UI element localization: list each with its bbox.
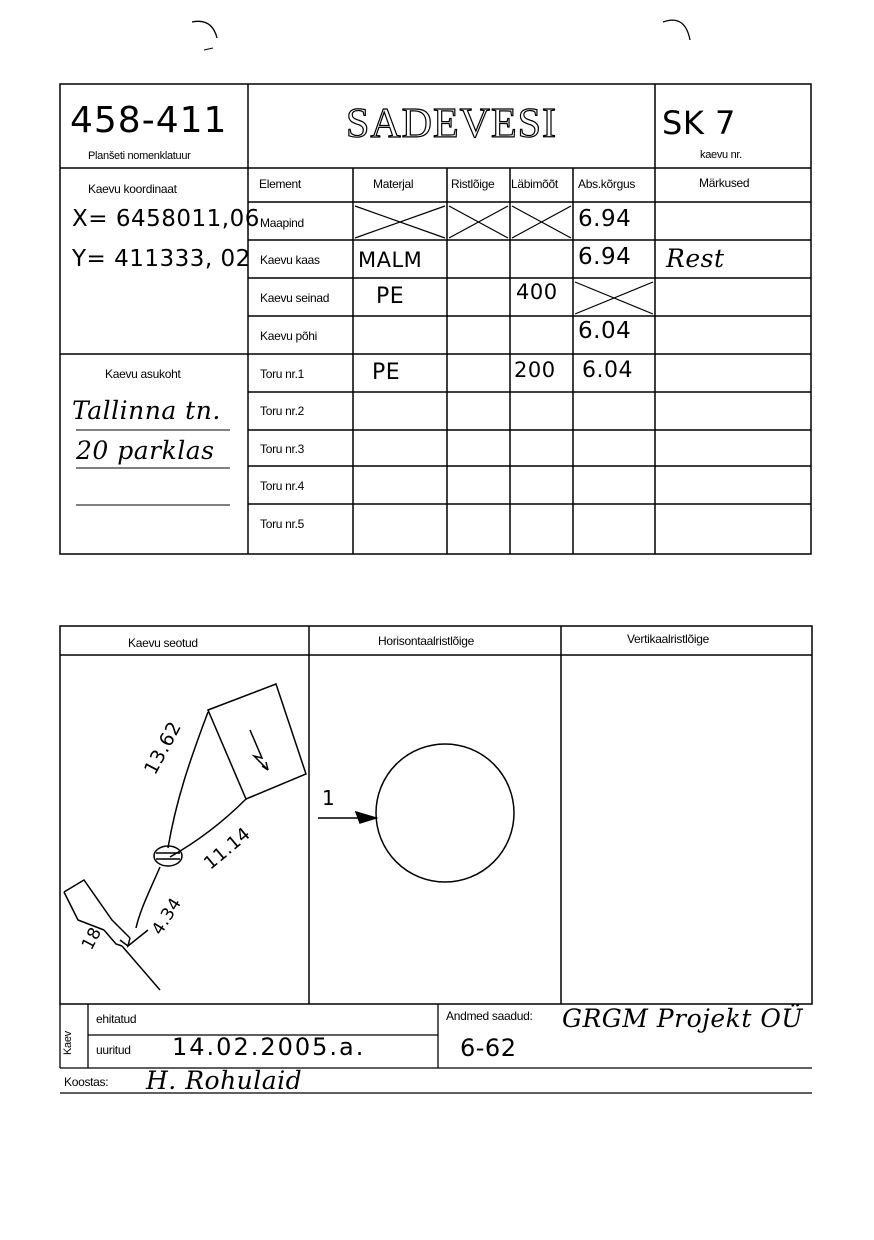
table-row-label: Kaevu kaas [260,253,320,267]
table-row-label: Toru nr.4 [260,479,304,493]
well-id-label: kaevu nr. [700,149,742,161]
table-row-label: Toru nr.1 [260,367,304,381]
col-header-element: Element [259,177,301,191]
surveyed-label: uuritud [96,1043,131,1057]
data-source-value-2: 6-62 [460,1034,517,1062]
well-side-label: Kaev [62,1031,74,1055]
data-source-label: Andmed saadud: [446,1009,533,1023]
col-header-notes: Märkused [699,176,750,190]
horizontal-section-label: Horisontaalristlõige [378,634,475,648]
cell-abs-height: 6.04 [582,358,633,383]
cell-abs-height: 6.04 [578,318,632,344]
location-line2: 20 parklas [76,436,215,465]
sketch-dimension: 18 [78,924,107,954]
cell-diameter: 200 [514,358,556,382]
location-line1: Tallinna tn. [72,396,221,425]
well-id-value: SK 7 [662,104,736,142]
vertical-section-label: Vertikaalristlõige [627,632,709,646]
col-header-material: Materjal [373,177,414,191]
horizontal-section-sketch [318,744,514,882]
cell-abs-height: 6.94 [578,206,632,232]
table-row-label: Kaevu põhi [260,329,318,343]
table-row-label: Toru nr.3 [260,442,304,456]
coords-label: Kaevu koordinaat [88,182,177,196]
cell-material: MALM [358,248,423,272]
col-header-abs-height: Abs.kõrgus [578,177,636,191]
cell-material: PE [376,284,405,309]
coord-x: X= 6458011,06 [72,206,260,232]
nomenclature-value: 458-411 [70,100,228,141]
nomenclature-label: Planšeti nomenklatuur [88,150,191,162]
sketch-dimension: 13.62 [140,717,187,779]
compiled-value: H. Rohulaid [146,1066,303,1095]
table-row-label: Toru nr.5 [260,517,304,531]
cell-material: PE [372,360,401,385]
coord-y: Y= 411333, 02 [72,246,251,272]
location-label: Kaevu asukoht [105,367,181,381]
compiled-label: Koostas: [64,1075,109,1089]
sketch-dimension: 11.14 [200,823,255,875]
built-label: ehitatud [96,1012,137,1026]
col-header-section: Ristlõige [451,177,495,191]
col-header-diameter: Läbimõõt [511,177,558,191]
page-title: SADEVESI [345,101,557,147]
pipe-mark: 1 [322,786,336,810]
data-source-value: GRGM Projekt OÜ [562,1004,803,1033]
surveyed-value: 14.02.2005.a. [172,1033,366,1061]
sketch-dimension: 4.34 [148,894,187,939]
cell-abs-height: 6.94 [578,244,632,270]
cell-notes: Rest [666,244,725,273]
table-row-label: Kaevu seinad [260,291,330,305]
ties-label: Kaevu seotud [128,636,198,650]
table-row-label: Toru nr.2 [260,404,304,418]
cell-diameter: 400 [516,280,558,304]
table-row-label: Maapind [260,216,304,230]
